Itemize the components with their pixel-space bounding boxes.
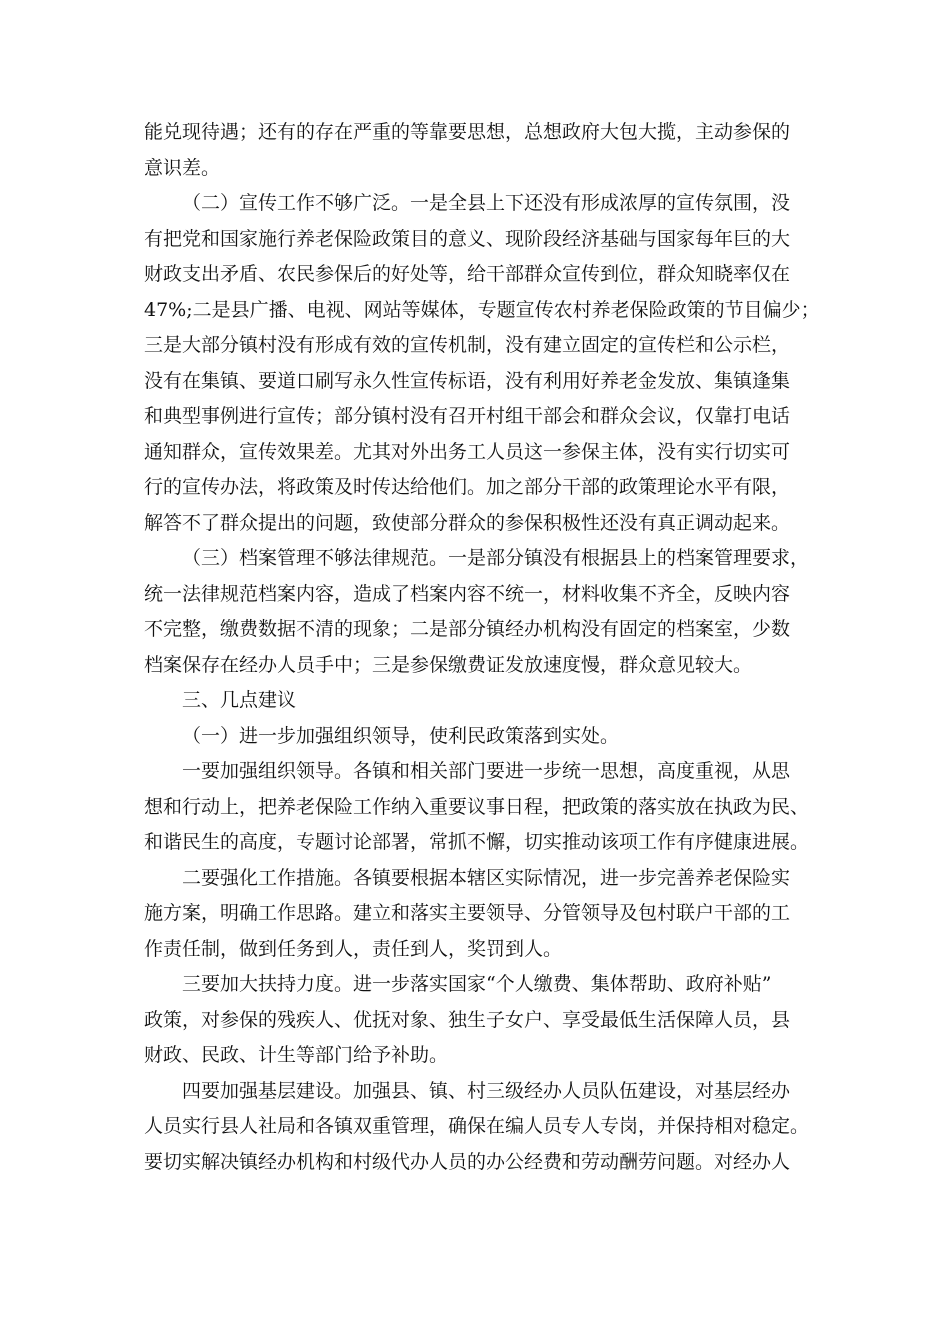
- text-line: 能兑现待遇；还有的存在严重的等靠要思想，总想政府大包大揽，主动参保的: [144, 121, 791, 143]
- text-line: 没有在集镇、要道口刷写永久性宣传标语，没有利用好养老金发放、集镇逢集: [144, 369, 791, 392]
- text-line: 要切实解决镇经办机构和村级代办人员的办公经费和劳动酬劳问题。对经办人: [144, 1150, 791, 1173]
- paragraph-start-line: 三要加大扶持力度。进一步落实国家“个人缴费、集体帮助、政府补贴”: [182, 973, 772, 995]
- text-line: 和谐民生的高度，专题讨论部署，常抓不懈，切实推动该项工作有序健康进展。: [144, 831, 810, 853]
- text-line: 解答不了群众提出的问题，致使部分群众的参保积极性还没有真正调动起来。: [144, 511, 791, 534]
- text-line: 通知群众，宣传效果差。尤其对外出务工人员这一参保主体，没有实行切实可: [144, 440, 791, 463]
- section-heading-line: （三）档案管理不够法律规范。一是部分镇没有根据县上的档案管理要求，: [182, 547, 810, 569]
- text-line: 统一法律规范档案内容，造成了档案内容不统一，材料收集不齐全，反映内容: [144, 582, 791, 605]
- text-line: 人员实行县人社局和各镇双重管理，确保在编人员专人专岗，并保持相对稳定。: [144, 1115, 810, 1137]
- text-line: 作责任制，做到任务到人，责任到人，奖罚到人。: [144, 937, 563, 960]
- text-line: 档案保存在经办人员手中；三是参保缴费证发放速度慢，群众意见较大。: [144, 653, 753, 676]
- text-line: 三是大部分镇村没有形成有效的宣传机制，没有建立固定的宣传栏和公示栏，: [144, 334, 791, 356]
- text-line: 47%;二是县广播、电视、网站等媒体，专题宣传农村养老保险政策的节目偏少；: [144, 298, 820, 321]
- paragraph-start-line: 二要强化工作措施。各镇要根据本辖区实际情况，进一步完善养老保险实: [182, 866, 791, 889]
- text-line: 财政支出矛盾、农民参保后的好处等，给干部群众宣传到位，群众知晓率仅在: [144, 263, 791, 285]
- text-line: 想和行动上，把养老保险工作纳入重要议事日程，把政策的落实放在执政为民、: [144, 795, 810, 818]
- chapter-heading: 三、几点建议: [182, 689, 297, 711]
- text-line: 施方案，明确工作思路。建立和落实主要领导、分管领导及包村联户干部的工: [144, 902, 791, 924]
- section-heading-line: （二）宣传工作不够广泛。一是全县上下还没有形成浓厚的宣传氛围，没: [182, 192, 791, 214]
- text-line: 有把党和国家施行养老保险政策目的意义、现阶段经济基础与国家每年巨的大: [144, 227, 791, 250]
- paragraph-start-line: 一要加强组织领导。各镇和相关部门要进一步统一思想，高度重视，从思: [182, 760, 791, 782]
- text-line: 和典型事例进行宣传；部分镇村没有召开村组干部会和群众会议，仅靠打电话: [144, 405, 791, 427]
- text-line: 财政、民政、计生等部门给予补助。: [144, 1044, 449, 1066]
- text-line: 政策，对参保的残疾人、优抚对象、独生子女户、享受最低生活保障人员，县: [144, 1008, 791, 1031]
- text-line: 意识差。: [144, 156, 221, 179]
- section-heading-line: （一）进一步加强组织领导，使利民政策落到实处。: [182, 724, 620, 747]
- paragraph-start-line: 四要加强基层建设。加强县、镇、村三级经办人员队伍建设，对基层经办: [182, 1079, 791, 1102]
- text-line: 行的宣传办法，将政策及时传达给他们。加之部分干部的政策理论水平有限，: [144, 476, 791, 498]
- document-body: [144, 115, 820, 1180]
- text-line: 不完整，缴费数据不清的现象；二是部分镇经办机构没有固定的档案室，少数: [144, 618, 791, 640]
